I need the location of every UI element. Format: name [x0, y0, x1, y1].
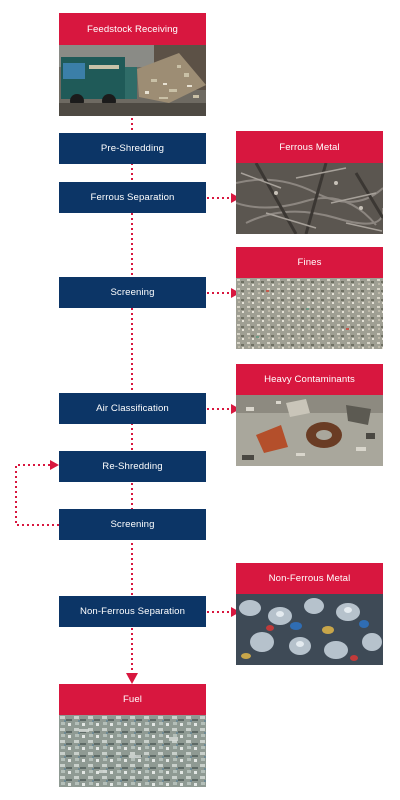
arrowhead-loop	[50, 460, 59, 470]
ferrous-scrap-photo	[236, 163, 383, 234]
step-label: Re-Shredding	[102, 461, 163, 472]
step-pre-shredding	[59, 133, 206, 164]
shredded-fuel-photo	[59, 715, 206, 787]
fuel-label: Fuel	[122, 694, 143, 705]
step-label: Screening	[110, 287, 155, 298]
byproduct-label: Non-Ferrous Metal	[268, 573, 351, 584]
heavy-contaminants-photo	[236, 395, 383, 466]
step-label: Screening	[110, 519, 155, 530]
crushed-cans-photo	[236, 594, 383, 665]
step-air-classification	[59, 393, 206, 424]
garbage-truck-unloading-photo	[59, 45, 206, 116]
fines-gravel-photo	[236, 278, 383, 349]
heavy-contaminants-header	[236, 364, 383, 395]
byproduct-label: Fines	[297, 257, 322, 268]
step-label: Air Classification	[96, 403, 169, 414]
step-label: Non-Ferrous Separation	[79, 606, 186, 617]
fuel-header	[59, 684, 206, 715]
feedstock-receiving-header	[59, 13, 206, 45]
step-screening-1	[59, 277, 206, 308]
step-ferrous-separation	[59, 182, 206, 213]
fines-header	[236, 247, 383, 278]
step-label: Pre-Shredding	[100, 143, 165, 154]
step-label: Ferrous Separation	[90, 192, 175, 203]
step-re-shredding	[59, 451, 206, 482]
step-non-ferrous-separation	[59, 596, 206, 627]
arrowhead-fuel	[126, 673, 138, 684]
byproduct-label: Heavy Contaminants	[264, 374, 355, 385]
recycle-loop-line	[16, 465, 59, 525]
byproduct-label: Ferrous Metal	[279, 141, 340, 153]
non-ferrous-metal-header	[236, 563, 383, 594]
ferrous-metal-header	[236, 131, 383, 163]
step-screening-2	[59, 509, 206, 540]
feedstock-receiving-label: Feedstock Receiving	[87, 23, 178, 35]
